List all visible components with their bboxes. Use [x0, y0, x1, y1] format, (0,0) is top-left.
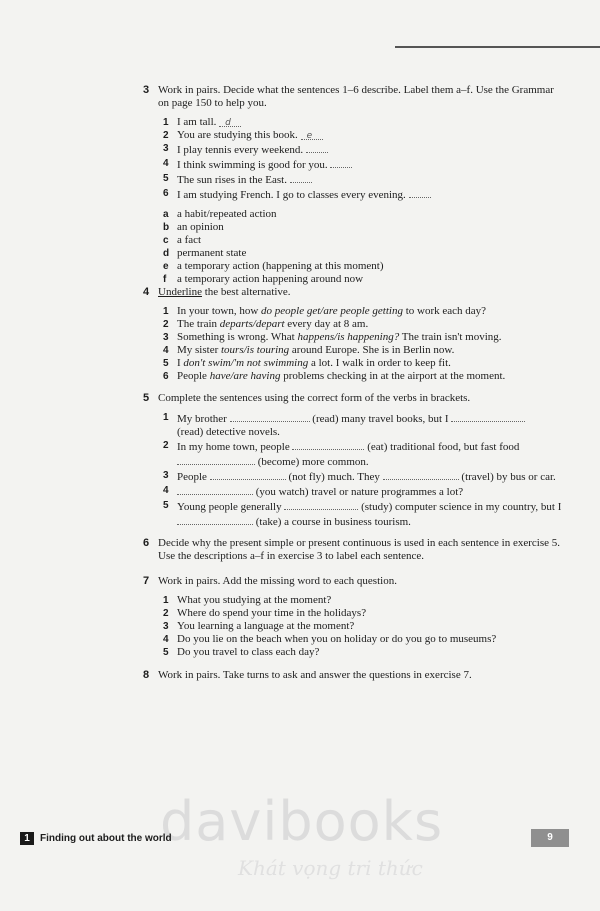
answer-blank[interactable] — [177, 514, 253, 525]
list-item: 6 People have/are having problems checking in at the airport at the moment. — [163, 370, 506, 382]
list-item: 5 Do you travel to class each day? — [163, 646, 320, 658]
list-item: 2 Where do spend your time in the holidays? — [163, 607, 367, 619]
option-item: d permanent state — [163, 247, 247, 259]
list-item: 1 I am tall. d — [163, 116, 563, 129]
answer-blank[interactable] — [177, 454, 255, 465]
exercise-instruction: Work in pairs. Add the missing word to each question. — [158, 575, 397, 587]
exercise-number: 6 — [143, 537, 150, 549]
answer-blank[interactable] — [306, 142, 328, 153]
header-rule — [395, 46, 600, 48]
alternative-choice[interactable]: happens/is happening? — [297, 331, 400, 343]
question-list — [163, 594, 563, 659]
exercise-number: 5 — [143, 392, 150, 404]
list-item: 2 You are studying this book. e — [163, 129, 563, 142]
answer-blank[interactable]: e — [301, 129, 323, 140]
list-item: 5 Young people generally (study) computer science in my country, but I (take) a course in business tourism. — [163, 500, 562, 528]
exercise-4 — [143, 286, 563, 383]
unit-title: Finding out about the world — [40, 833, 172, 844]
alternative-choice[interactable]: departs/depart — [219, 318, 285, 330]
exercise-number: 3 — [143, 84, 150, 96]
list-item: 5 I don't swim/'m not swimming a lot. I walk in order to keep fit. — [163, 357, 451, 369]
alternative-choice[interactable]: tours/is touring — [221, 344, 290, 356]
list-item: 3 I play tennis every weekend. — [163, 142, 563, 157]
list-item: 6 I am studying French. I go to classes every evening. — [163, 187, 563, 202]
exercise-number: 8 — [143, 669, 150, 681]
sentence-list — [163, 305, 563, 383]
list-item: 1 What you studying at the moment? — [163, 594, 332, 606]
watermark-logo: davibooks — [160, 790, 444, 853]
exercise-5 — [143, 392, 563, 529]
answer-blank[interactable] — [290, 172, 312, 183]
answer-blank[interactable] — [284, 499, 358, 510]
option-item: f a temporary action happening around now — [163, 273, 364, 285]
list-item: 4 My sister tours/is touring around Europe. She is in Berlin now. — [163, 344, 455, 356]
list-item: 5 The sun rises in the East. — [163, 172, 563, 187]
list-item: 2 In my home town, people (eat) traditional food, but fast food (become) more common. — [163, 440, 520, 468]
exercise-3 — [143, 84, 563, 286]
list-item: 3 Something is wrong. What happens/is happening? The train isn't moving. — [163, 331, 502, 343]
exercise-number: 4 — [143, 286, 150, 298]
sentence-list — [163, 116, 563, 202]
answer-blank[interactable] — [409, 187, 431, 198]
alternative-choice[interactable]: do people get/are people getting — [261, 305, 403, 317]
list-item: 4 (you watch) travel or nature programmes a lot? — [163, 485, 464, 498]
list-item: 3 People (not fly) much. They (travel) by bus or car. — [163, 470, 556, 483]
option-item: c a fact — [163, 234, 202, 246]
list-item: 1 My brother (read) many travel books, but I (read) detective novels. — [163, 411, 563, 439]
answer-blank[interactable] — [292, 439, 364, 450]
watermark-slogan: Khát vọng tri thức — [238, 856, 423, 880]
list-item: 4 Do you lie on the beach when you on holiday or do you go to museums? — [163, 633, 497, 645]
option-item: b an opinion — [163, 221, 224, 233]
list-item: 3 You learning a language at the moment? — [163, 620, 355, 632]
exercise-number: 7 — [143, 575, 150, 587]
answer-blank[interactable] — [230, 411, 310, 422]
exercise-instruction: Work in pairs. Take turns to ask and answer the questions in exercise 7. — [158, 669, 472, 681]
answer-blank[interactable]: d — [219, 116, 241, 127]
option-item: e a temporary action (happening at this moment) — [163, 260, 384, 272]
alternative-choice[interactable]: have/are having — [209, 370, 281, 382]
list-item: 2 The train departs/depart every day at 8 am. — [163, 318, 369, 330]
exercise-instruction: Complete the sentences using the correct form of the verbs in brackets. — [158, 392, 471, 404]
option-item: a a habit/repeated action — [163, 208, 277, 220]
list-item: 4 I think swimming is good for you. — [163, 157, 563, 172]
answer-blank[interactable] — [330, 157, 352, 168]
option-list — [163, 208, 563, 286]
answer-blank[interactable] — [451, 411, 525, 422]
list-item: 1 In your town, how do people get/are people getting to work each day? — [163, 305, 487, 317]
exercise-6 — [143, 537, 563, 563]
exercise-8 — [143, 669, 563, 682]
exercise-7 — [143, 575, 563, 659]
answer-blank[interactable] — [383, 469, 459, 480]
answer-blank[interactable] — [177, 484, 253, 495]
answer-blank[interactable] — [210, 469, 286, 480]
page-number: 9 — [531, 829, 569, 847]
alternative-choice[interactable]: don't swim/'m not swimming — [183, 357, 309, 369]
unit-number-badge: 1 — [20, 832, 34, 845]
exercise-instruction: Work in pairs. Decide what the sentences 1–6 describe. Label them a–f. Use the Grammar on page 150 to help you. — [158, 84, 554, 109]
exercise-instruction: Underline the best alternative. — [158, 286, 291, 298]
sentence-list — [163, 411, 563, 529]
exercise-instruction: Decide why the present simple or present continuous is used in each sentence in exercise 5. Use the descriptions a–f in exercise 3 to label each sentence. — [158, 537, 560, 562]
